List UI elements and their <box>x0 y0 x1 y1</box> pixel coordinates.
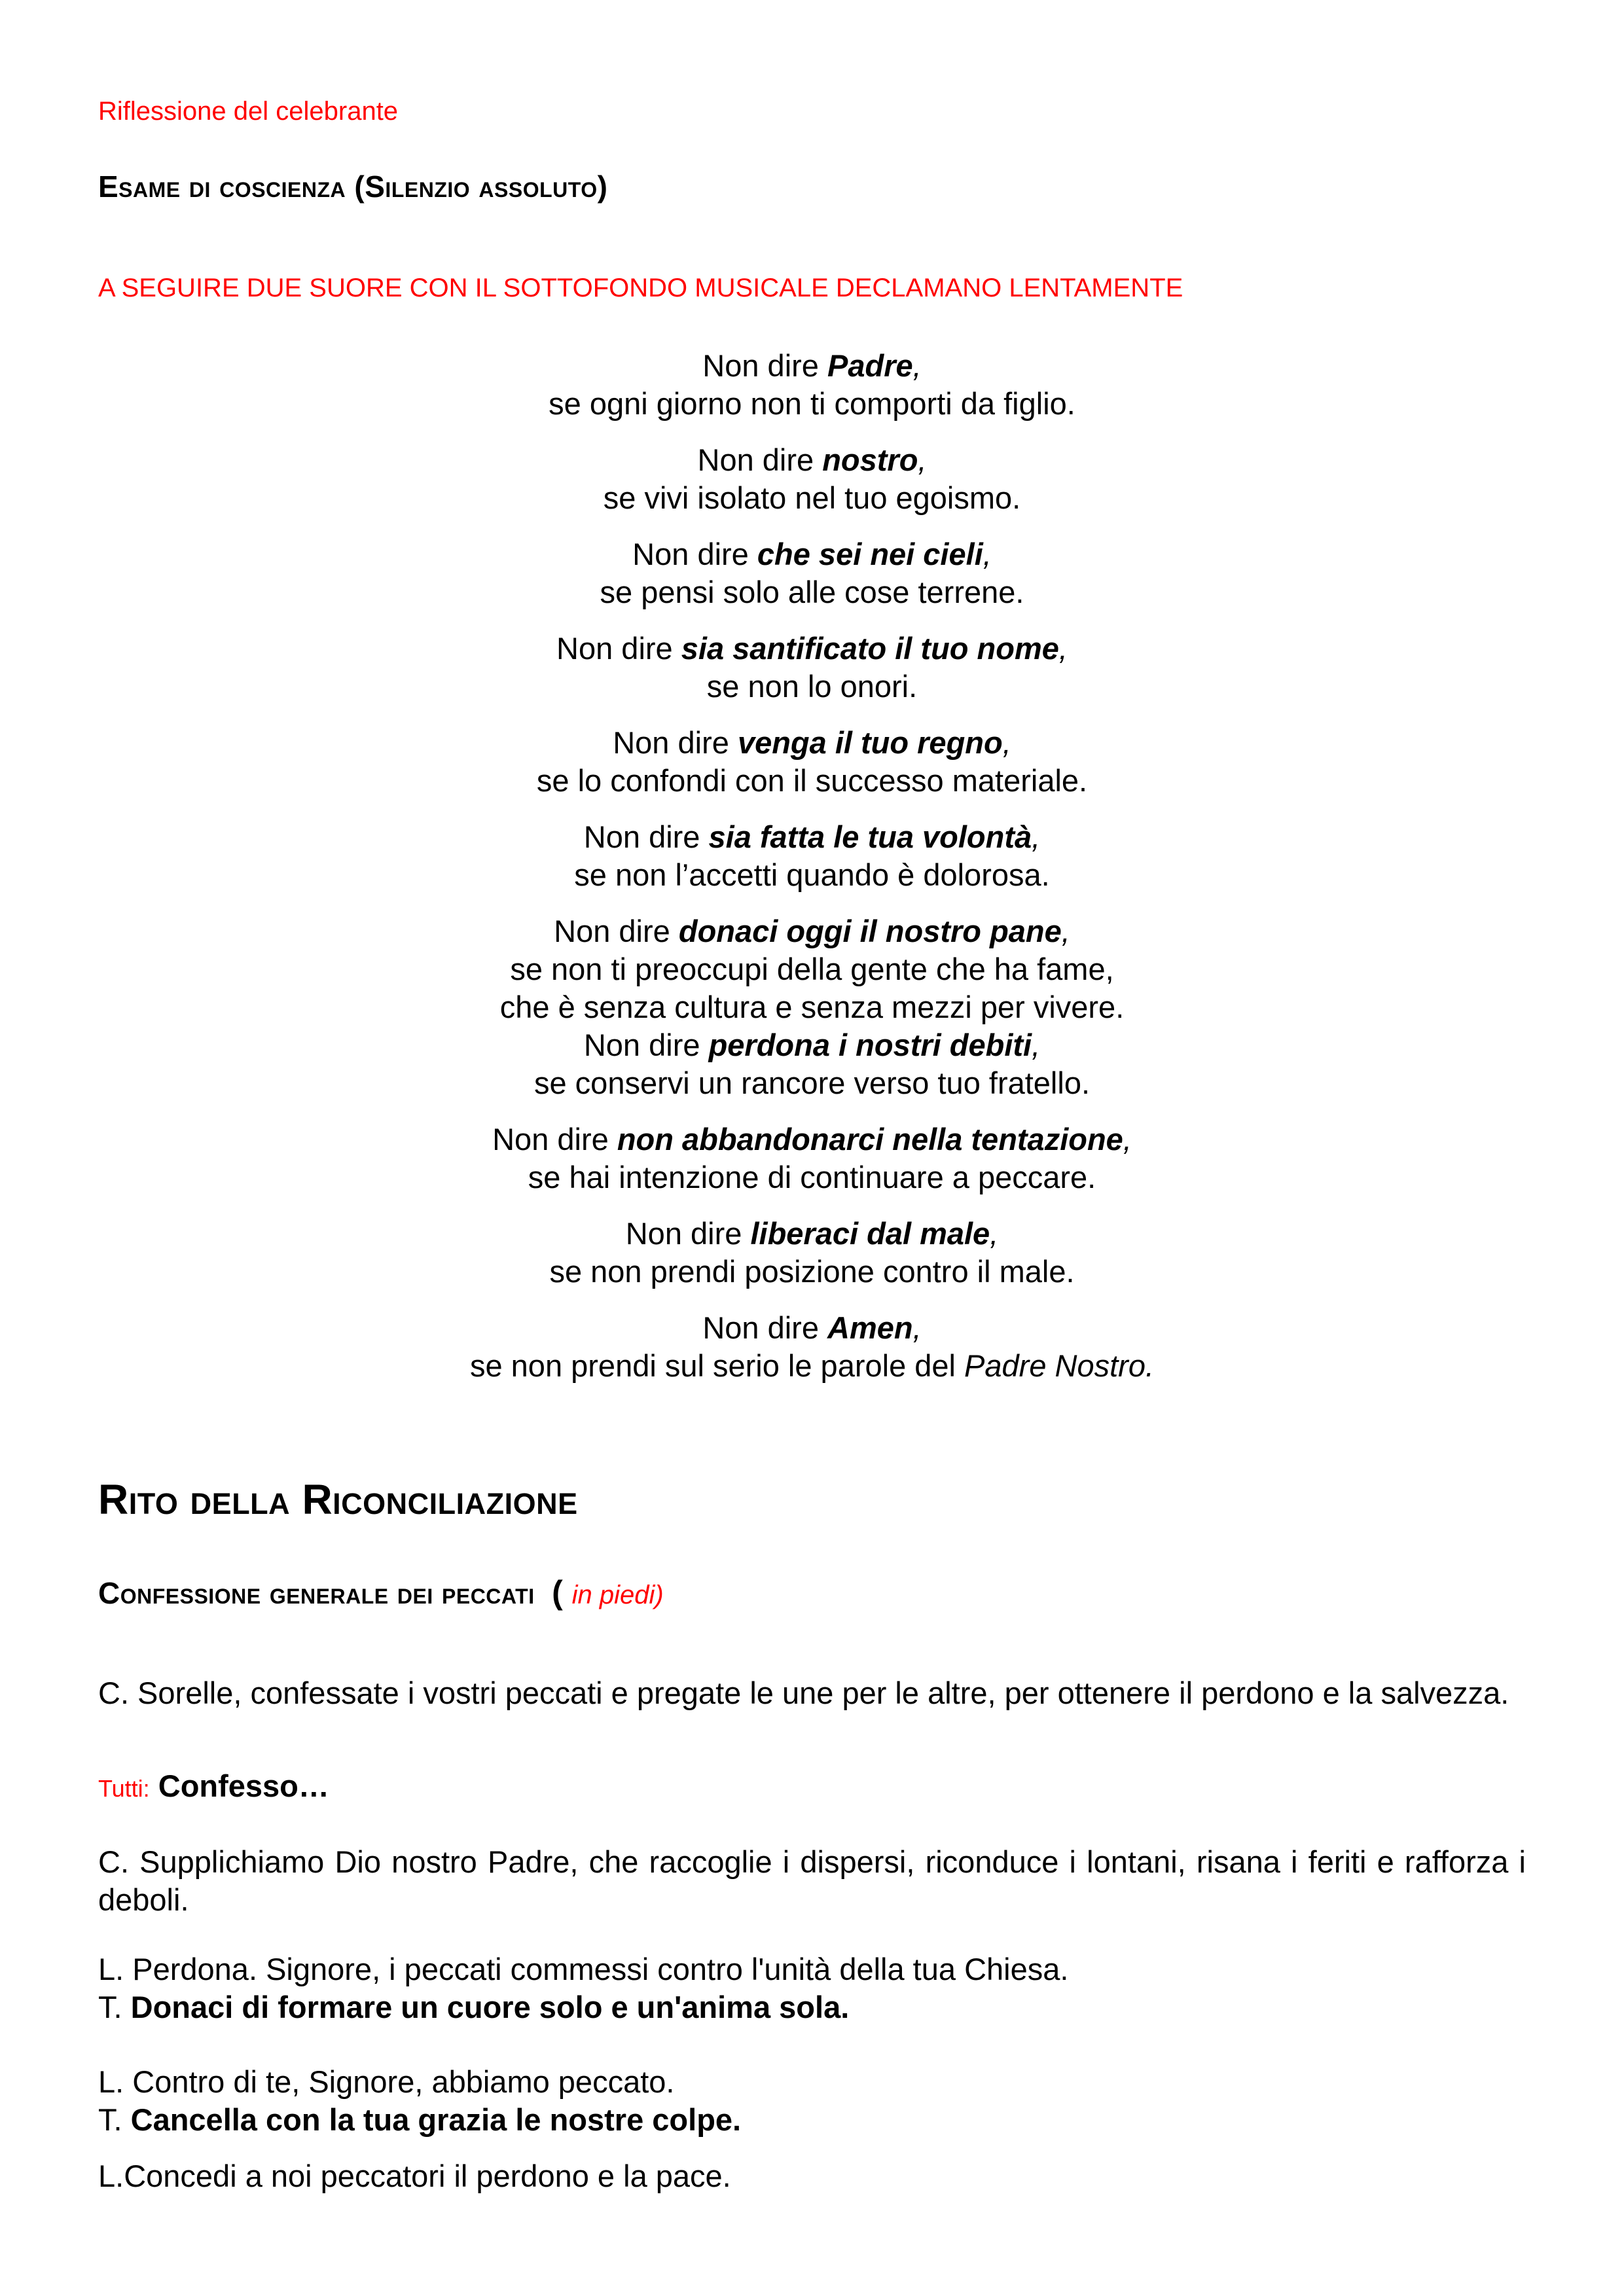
exam-heading: Esame di coscienza (Silenzio assoluto) <box>98 170 608 204</box>
confession-heading: Confessione generale dei peccati ( in piedi) <box>98 1574 664 1611</box>
poem-stanza: Non dire nostro, se vivi isolato nel tuo egoismo. <box>603 442 1021 515</box>
poem-stanza: Non dire non abbandonarci nella tentazione, se hai intenzione di continuare a peccare. <box>492 1122 1132 1194</box>
instruction-line: A SEGUIRE DUE SUORE CON IL SOTTOFONDO MUSICALE DECLAMANO LENTAMENTE <box>98 274 1183 302</box>
rite-heading: Rito della Riconciliazione <box>98 1476 578 1523</box>
response-line-1: T. Donaci di formare un cuore solo e un'anima sola. <box>98 1990 850 2024</box>
celebrant-reflection-note: Riflessione del celebrante <box>98 97 399 126</box>
poem-stanza: Non dire che sei nei cieli, se pensi solo alle cose terrene. <box>600 537 1024 609</box>
poem-stanza: Non dire perdona i nostri debiti, se conservi un rancore verso tuo fratello. <box>533 1028 1091 1100</box>
poem-stanza: Non dire donaci oggi il nostro pane, se non ti preoccupi della gente che ha fame, che è senza cultura e senza mezzi per vivere. <box>499 914 1125 1024</box>
tutti-response: Tutti: Confesso… <box>98 1768 329 1803</box>
poem <box>98 347 1526 1403</box>
celebrant-supplication: C. Supplichiamo Dio nostro Padre, che raccoglie i dispersi, riconduce i lontani, risana i feriti e rafforza i deboli. <box>98 1844 1526 1917</box>
poem-stanza: Non dire Amen, se non prendi sul serio le parole del Padre Nostro. <box>469 1310 1155 1383</box>
reader-line-1: L. Perdona. Signore, i peccati commessi contro l'unità della tua Chiesa. <box>98 1952 1069 1986</box>
confession-posture-note: in piedi) <box>571 1581 664 1609</box>
response-line-2: T. Cancella con la tua grazia le nostre colpe. <box>98 2102 742 2137</box>
tutti-label: Tutti: <box>98 1775 150 1802</box>
poem-stanza: Non dire Padre, se ogni giorno non ti comporti da figlio. <box>549 348 1075 421</box>
poem-stanza: Non dire sia santificato il tuo nome, se non lo onori. <box>556 631 1068 704</box>
reader-line-2: L. Contro di te, Signore, abbiamo peccato. <box>98 2064 675 2099</box>
reader-line-3: L.Concedi a noi peccatori il perdono e la pace. <box>98 2159 731 2193</box>
celebrant-invitation: C. Sorelle, confessate i vostri peccati e pregate le une per le altre, per ottenere il perdono e la salvezza. <box>98 1676 1509 1710</box>
poem-stanza: Non dire sia fatta le tua volontà, se non l’accetti quando è dolorosa. <box>574 819 1050 892</box>
poem-stanza: Non dire venga il tuo regno, se lo confondi con il successo materiale. <box>536 725 1088 798</box>
poem-stanza: Non dire liberaci dal male, se non prendi posizione contro il male. <box>549 1216 1075 1289</box>
